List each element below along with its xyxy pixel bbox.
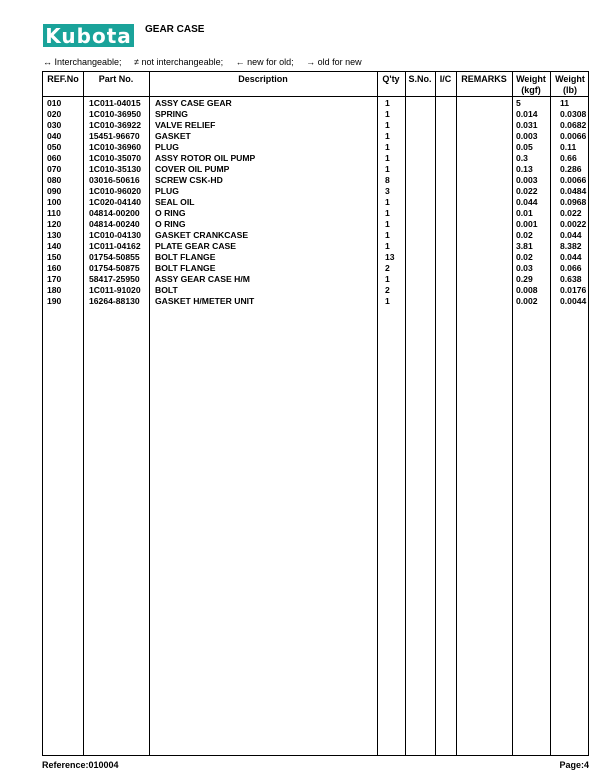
ref-no-cell: 010 <box>47 98 62 108</box>
weight-kgf-cell: 0.3 <box>516 153 528 163</box>
ref-no-cell: 090 <box>47 186 62 196</box>
header-weight-kgf: Weight (kgf) <box>516 74 546 95</box>
ref-no-cell: 140 <box>47 241 62 251</box>
table-row <box>43 186 588 197</box>
weight-lb-cell: 0.11 <box>560 142 577 152</box>
qty-cell: 1 <box>385 131 390 141</box>
weight-lb-cell: 0.044 <box>560 230 582 240</box>
weight-lb-cell: 0.638 <box>560 274 582 284</box>
weight-lb-cell: 0.0066 <box>560 131 587 141</box>
weight-kgf-cell: 0.02 <box>516 252 533 262</box>
header-description: Description <box>238 74 288 84</box>
part-no-cell: 01754-50875 <box>89 263 140 273</box>
legend-not-interchangeable: ≠ not interchangeable; <box>134 57 224 67</box>
description-cell: SEAL OIL <box>155 197 195 207</box>
description-cell: PLATE GEAR CASE <box>155 241 237 251</box>
weight-lb-cell: 0.0484 <box>560 186 587 196</box>
weight-kgf-cell: 0.13 <box>516 164 533 174</box>
table-row <box>43 230 588 241</box>
weight-kgf-cell: 0.003 <box>516 131 538 141</box>
table-row <box>43 197 588 208</box>
weight-kgf-cell: 0.03 <box>516 263 533 273</box>
ref-no-cell: 050 <box>47 142 62 152</box>
qty-cell: 3 <box>385 186 390 196</box>
weight-lb-cell: 0.0682 <box>560 120 587 130</box>
weight-kgf-cell: 3.81 <box>516 241 533 251</box>
weight-kgf-cell: 0.044 <box>516 197 538 207</box>
weight-kgf-cell: 0.003 <box>516 175 538 185</box>
weight-kgf-cell: 0.022 <box>516 186 538 196</box>
part-no-cell: 1C010-96020 <box>89 186 142 196</box>
part-no-cell: 15451-96670 <box>89 131 140 141</box>
header-ref-no: REF.No <box>47 74 79 84</box>
table-row <box>43 164 588 175</box>
ref-no-cell: 110 <box>47 208 61 218</box>
description-cell: GASKET CRANKCASE <box>155 230 249 240</box>
part-no-cell: 1C020-04140 <box>89 197 142 207</box>
description-cell: ASSY ROTOR OIL PUMP <box>155 153 256 163</box>
table-row <box>43 120 588 131</box>
table-row <box>43 98 588 109</box>
part-no-cell: 1C011-91020 <box>89 285 141 295</box>
qty-cell: 2 <box>385 263 390 273</box>
qty-cell: 1 <box>385 142 390 152</box>
qty-cell: 1 <box>385 219 390 229</box>
weight-lb-cell: 0.66 <box>560 153 577 163</box>
table-row <box>43 208 588 219</box>
part-no-cell: 1C011-04162 <box>89 241 141 251</box>
header-ic: I/C <box>439 74 452 84</box>
part-no-cell: 1C011-04015 <box>89 98 141 108</box>
description-cell: GASKET H/METER UNIT <box>155 296 255 306</box>
header-remarks: REMARKS <box>461 74 507 84</box>
weight-lb-cell: 0.0176 <box>560 285 587 295</box>
table-row <box>43 142 588 153</box>
description-cell: ASSY GEAR CASE H/M <box>155 274 250 284</box>
part-no-cell: 04814-00240 <box>89 219 140 229</box>
qty-cell: 1 <box>385 230 390 240</box>
table-row <box>43 219 588 230</box>
weight-lb-cell: 11 <box>560 98 570 108</box>
ref-no-cell: 120 <box>47 219 62 229</box>
table-row <box>43 153 588 164</box>
weight-kgf-cell: 0.02 <box>516 230 533 240</box>
part-no-cell: 01754-50855 <box>89 252 140 262</box>
description-cell: O RING <box>155 208 186 218</box>
description-cell: PLUG <box>155 142 179 152</box>
legend <box>43 57 372 67</box>
weight-lb-cell: 0.0308 <box>560 109 587 119</box>
table-row <box>43 263 588 274</box>
qty-cell: 2 <box>385 285 390 295</box>
qty-cell: 1 <box>385 296 390 306</box>
weight-lb-cell: 0.044 <box>560 252 582 262</box>
qty-cell: 1 <box>385 120 390 130</box>
description-cell: VALVE RELIEF <box>155 120 216 130</box>
legend-interchangeable: ↔ Interchangeable; <box>43 57 122 67</box>
ref-no-cell: 160 <box>47 263 62 273</box>
weight-kgf-cell: 0.01 <box>516 208 533 218</box>
ref-no-cell: 080 <box>47 175 62 185</box>
description-cell: SPRING <box>155 109 188 119</box>
weight-lb-cell: 0.066 <box>560 263 582 273</box>
table-body <box>43 98 588 307</box>
part-no-cell: 1C010-35070 <box>89 153 142 163</box>
weight-lb-cell: 0.0022 <box>560 219 587 229</box>
weight-kgf-cell: 0.001 <box>516 219 538 229</box>
description-cell: GASKET <box>155 131 191 141</box>
weight-lb-cell: 0.0044 <box>560 296 587 306</box>
part-no-cell: 1C010-36922 <box>89 120 142 130</box>
qty-cell: 1 <box>385 164 390 174</box>
header-part-no: Part No. <box>98 74 134 84</box>
legend-old-for-new: → old for new <box>306 57 362 67</box>
weight-kgf-cell: 0.014 <box>516 109 538 119</box>
weight-lb-cell: 8.382 <box>560 241 582 251</box>
qty-cell: 1 <box>385 98 390 108</box>
part-no-cell: 1C010-36960 <box>89 142 142 152</box>
part-no-cell: 1C010-36950 <box>89 109 142 119</box>
weight-kgf-cell: 5 <box>516 98 521 108</box>
header-qty: Q'ty <box>382 74 400 84</box>
table-row <box>43 175 588 186</box>
qty-cell: 1 <box>385 208 390 218</box>
table-row <box>43 131 588 142</box>
table-row <box>43 241 588 252</box>
ref-no-cell: 150 <box>47 252 62 262</box>
description-cell: COVER OIL PUMP <box>155 164 230 174</box>
ref-no-cell: 060 <box>47 153 62 163</box>
header-divider <box>43 96 588 97</box>
ref-no-cell: 170 <box>47 274 62 284</box>
weight-kgf-cell: 0.05 <box>516 142 533 152</box>
weight-kgf-cell: 0.29 <box>516 274 533 284</box>
ref-no-cell: 180 <box>47 285 62 295</box>
qty-cell: 1 <box>385 241 390 251</box>
footer-page-number: Page:4 <box>559 760 589 770</box>
table-row <box>43 285 588 296</box>
weight-lb-cell: 0.0066 <box>560 175 587 185</box>
part-no-cell: 58417-25950 <box>89 274 140 284</box>
table-row <box>43 109 588 120</box>
ref-no-cell: 100 <box>47 197 62 207</box>
qty-cell: 8 <box>385 175 390 185</box>
description-cell: BOLT FLANGE <box>155 252 216 262</box>
ref-no-cell: 040 <box>47 131 62 141</box>
qty-cell: 13 <box>385 252 395 262</box>
weight-kgf-cell: 0.008 <box>516 285 538 295</box>
ref-no-cell: 130 <box>47 230 62 240</box>
parts-table <box>42 71 589 756</box>
weight-kgf-cell: 0.031 <box>516 120 538 130</box>
qty-cell: 1 <box>385 109 390 119</box>
kubota-logo: Kubota <box>43 24 134 47</box>
header-sno: S.No. <box>408 74 432 84</box>
part-no-cell: 04814-00200 <box>89 208 140 218</box>
part-no-cell: 1C010-04130 <box>89 230 142 240</box>
qty-cell: 1 <box>385 153 390 163</box>
ref-no-cell: 030 <box>47 120 62 130</box>
part-no-cell: 16264-88130 <box>89 296 140 306</box>
table-row <box>43 274 588 285</box>
table-row <box>43 296 588 307</box>
weight-lb-cell: 0.0968 <box>560 197 587 207</box>
description-cell: O RING <box>155 219 186 229</box>
table-row <box>43 252 588 263</box>
qty-cell: 1 <box>385 274 390 284</box>
legend-new-for-old: ← new for old; <box>235 57 294 67</box>
description-cell: SCREW CSK-HD <box>155 175 223 185</box>
ref-no-cell: 070 <box>47 164 62 174</box>
header-weight-lb: Weight (lb) <box>555 74 585 95</box>
weight-lb-cell: 0.286 <box>560 164 582 174</box>
page-title: GEAR CASE <box>145 24 205 35</box>
description-cell: BOLT <box>155 285 178 295</box>
description-cell: BOLT FLANGE <box>155 263 216 273</box>
ref-no-cell: 020 <box>47 109 62 119</box>
ref-no-cell: 190 <box>47 296 62 306</box>
description-cell: ASSY CASE GEAR <box>155 98 232 108</box>
description-cell: PLUG <box>155 186 179 196</box>
weight-kgf-cell: 0.002 <box>516 296 538 306</box>
footer-reference: Reference:010004 <box>42 760 119 770</box>
part-no-cell: 03016-50616 <box>89 175 140 185</box>
qty-cell: 1 <box>385 197 390 207</box>
weight-lb-cell: 0.022 <box>560 208 582 218</box>
part-no-cell: 1C010-35130 <box>89 164 142 174</box>
